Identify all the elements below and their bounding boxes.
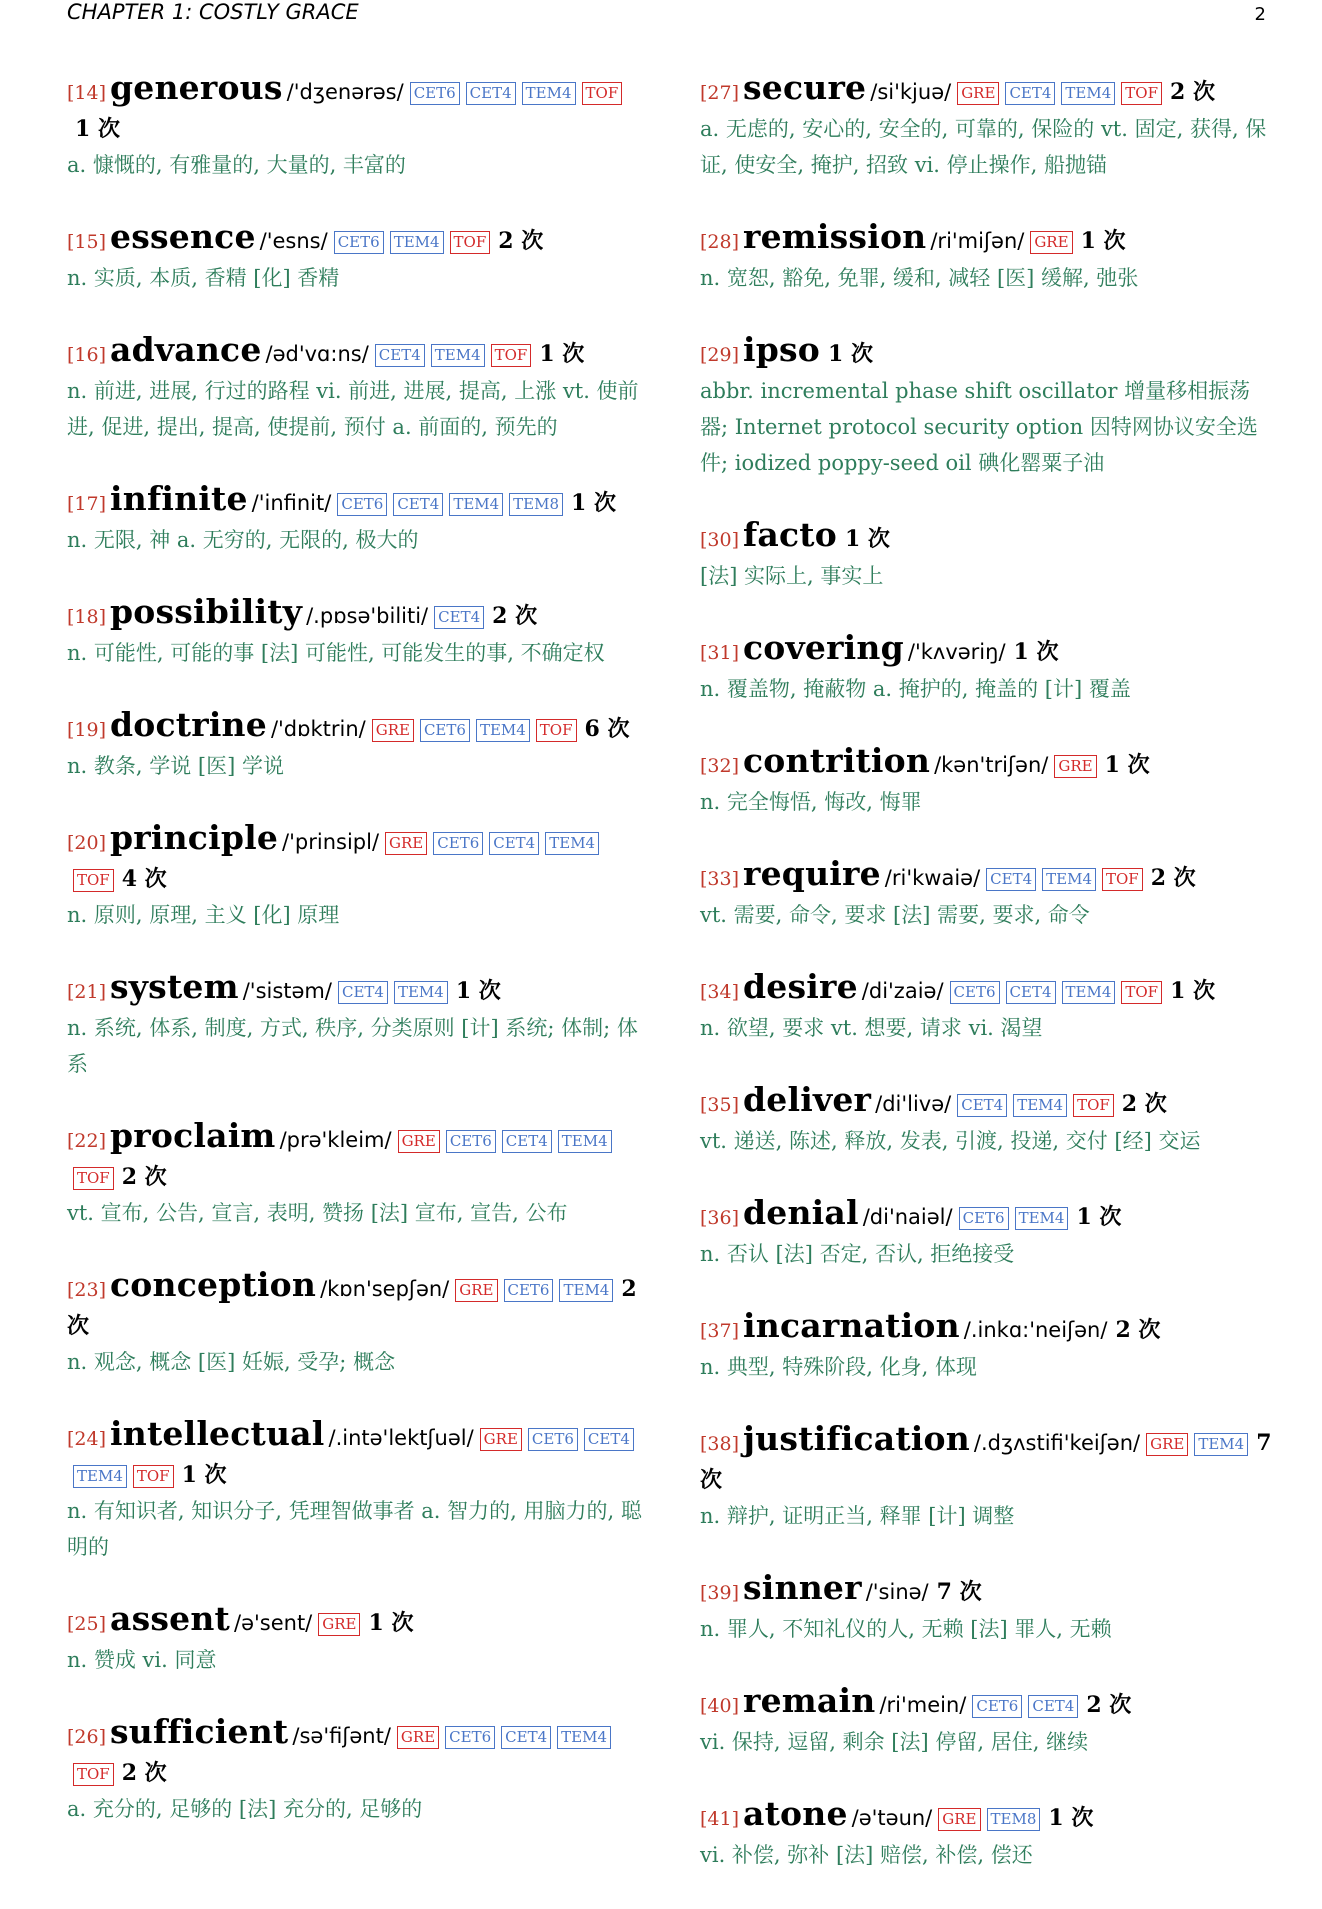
- exam-tag: TOF: [1121, 82, 1162, 105]
- exam-tag: CET4: [375, 344, 425, 367]
- definition: n. 覆盖物, 掩蔽物 a. 掩护的, 掩盖的 [计] 覆盖: [700, 677, 1131, 701]
- headword: covering: [743, 628, 904, 667]
- entry-number: [41]: [700, 1808, 740, 1830]
- vocab-entry: [67, 594, 642, 671]
- exam-tag: CET6: [972, 1695, 1022, 1718]
- right-column: [700, 70, 1275, 1909]
- entry-number: [14]: [67, 82, 107, 104]
- headword: system: [110, 967, 239, 1006]
- occurrence-count: 2 次: [492, 603, 538, 629]
- vocab-entry: [700, 630, 1275, 707]
- headword: principle: [110, 818, 279, 857]
- vocab-entry: [67, 820, 642, 933]
- exam-tag: CET6: [528, 1428, 578, 1451]
- vocab-entry: [67, 707, 642, 784]
- entry-number: [19]: [67, 719, 107, 741]
- entry-headline: [67, 219, 642, 260]
- chapter-title: CHAPTER 1: COSTLY GRACE: [67, 0, 359, 24]
- headword: incarnation: [743, 1306, 960, 1345]
- entry-headline: [700, 219, 1275, 260]
- entry-headline: [700, 1195, 1275, 1236]
- phonetic: /əd'vɑ:ns/: [265, 342, 369, 366]
- entry-headline: [67, 1714, 642, 1791]
- phonetic: /.inkɑ:'neiʃən/: [963, 1318, 1108, 1342]
- entry-number: [26]: [67, 1726, 107, 1748]
- entry-headline: [700, 1082, 1275, 1123]
- entry-number: [25]: [67, 1613, 107, 1635]
- headword: generous: [110, 68, 283, 107]
- left-column: [67, 70, 642, 1863]
- phonetic: /'sistəm/: [242, 979, 332, 1003]
- phonetic: /prə'kleim/: [279, 1128, 392, 1152]
- occurrence-count: 1 次: [539, 341, 585, 367]
- vocab-entry: [700, 969, 1275, 1046]
- phonetic: /'esns/: [259, 229, 328, 253]
- definition: n. 教条, 学说 [医] 学说: [67, 754, 284, 778]
- occurrence-count: 1 次: [75, 116, 120, 142]
- vocab-entry: [67, 1416, 642, 1565]
- occurrence-count: 1 次: [571, 490, 616, 516]
- exam-tag: TEM4: [522, 82, 576, 105]
- entry-number: [24]: [67, 1428, 107, 1450]
- exam-tag: TOF: [491, 344, 532, 367]
- headword: doctrine: [110, 705, 267, 744]
- headword: denial: [743, 1193, 859, 1232]
- vocab-entry: [700, 1796, 1275, 1873]
- exam-tag: GRE: [398, 1130, 440, 1153]
- exam-tag: CET4: [501, 1726, 551, 1749]
- entry-headline: [700, 332, 1275, 373]
- exam-tag: TOF: [133, 1465, 174, 1488]
- exam-tag: CET4: [1005, 82, 1055, 105]
- exam-tag: TEM4: [558, 1130, 612, 1153]
- definition: vt. 宣布, 公告, 宣言, 表明, 赞扬 [法] 宣布, 宣告, 公布: [67, 1201, 568, 1225]
- entry-headline: [67, 594, 642, 635]
- exam-tag: CET6: [420, 719, 470, 742]
- phonetic: /.pɒsə'biliti/: [306, 604, 429, 628]
- exam-tag: GRE: [455, 1279, 497, 1302]
- occurrence-count: 2 次: [498, 228, 544, 254]
- exam-tag: CET6: [504, 1279, 554, 1302]
- exam-tag: TEM4: [73, 1465, 127, 1488]
- occurrence-count: 7 次: [700, 1430, 1272, 1493]
- entry-headline: [700, 743, 1275, 784]
- exam-tag: GRE: [372, 719, 414, 742]
- exam-tag: GRE: [1146, 1433, 1188, 1456]
- entry-number: [34]: [700, 981, 740, 1003]
- definition: n. 否认 [法] 否定, 否认, 拒绝接受: [700, 1242, 1015, 1266]
- vocab-entry: [700, 70, 1275, 183]
- vocab-entry: [67, 481, 642, 558]
- entry-headline: [67, 1601, 642, 1642]
- vocab-entry: [67, 332, 642, 445]
- exam-tag: TEM4: [390, 231, 444, 254]
- exam-tag: GRE: [397, 1726, 439, 1749]
- occurrence-count: 7 次: [936, 1579, 982, 1605]
- headword: sinner: [743, 1568, 862, 1607]
- definition: n. 欲望, 要求 vt. 想要, 请求 vi. 渴望: [700, 1016, 1043, 1040]
- exam-tag: TEM8: [987, 1808, 1041, 1831]
- entry-number: [32]: [700, 755, 740, 777]
- occurrence-count: 2 次: [1115, 1317, 1161, 1343]
- occurrence-count: 2 次: [1121, 1091, 1167, 1117]
- headword: intellectual: [110, 1414, 325, 1453]
- occurrence-count: 2 次: [121, 1164, 167, 1190]
- entry-headline: [67, 1416, 642, 1493]
- headword: secure: [743, 68, 867, 107]
- definition: n. 可能性, 可能的事 [法] 可能性, 可能发生的事, 不确定权: [67, 641, 605, 665]
- vocab-entry: [700, 1308, 1275, 1385]
- definition: n. 前进, 进展, 行过的路程 vi. 前进, 进展, 提高, 上涨 vt. 使前进, 促进, 提出, 提高, 使提前, 预付 a. 前面的, 预先的: [67, 379, 639, 439]
- headword: remission: [743, 217, 927, 256]
- exam-tag: TOF: [1102, 868, 1143, 891]
- entry-number: [17]: [67, 493, 107, 515]
- entry-number: [29]: [700, 344, 740, 366]
- vocab-entry: [700, 1683, 1275, 1760]
- occurrence-count: 2 次: [67, 1276, 637, 1339]
- definition: n. 系统, 体系, 制度, 方式, 秩序, 分类原则 [计] 系统; 体制; 体系: [67, 1016, 638, 1076]
- phonetic: /di'livə/: [875, 1092, 952, 1116]
- exam-tag: GRE: [385, 832, 427, 855]
- exam-tag: TEM4: [449, 493, 503, 516]
- occurrence-count: 4 次: [121, 866, 167, 892]
- vocab-entry: [700, 332, 1275, 481]
- vocab-entry: [67, 1601, 642, 1678]
- entry-headline: [67, 481, 642, 522]
- occurrence-count: 1 次: [1104, 752, 1150, 778]
- entry-headline: [67, 1118, 642, 1195]
- headword: conception: [110, 1265, 317, 1304]
- exam-tag: CET4: [986, 868, 1036, 891]
- vocab-entry: [700, 1082, 1275, 1159]
- exam-tag: TEM4: [476, 719, 530, 742]
- exam-tag: TOF: [73, 1763, 114, 1786]
- headword: infinite: [110, 479, 248, 518]
- entry-number: [21]: [67, 981, 107, 1003]
- occurrence-count: 2 次: [1150, 865, 1196, 891]
- entry-number: [33]: [700, 868, 740, 890]
- definition: vt. 需要, 命令, 要求 [法] 需要, 要求, 命令: [700, 903, 1090, 927]
- exam-tag: CET4: [434, 606, 484, 629]
- exam-tag: CET6: [446, 1130, 496, 1153]
- definition: n. 无限, 神 a. 无穷的, 无限的, 极大的: [67, 528, 419, 552]
- exam-tag: TEM4: [1013, 1094, 1067, 1117]
- exam-tag: TOF: [73, 1167, 114, 1190]
- occurrence-count: 1 次: [1048, 1805, 1094, 1831]
- exam-tag: TOF: [536, 719, 577, 742]
- headword: contrition: [743, 741, 931, 780]
- vocab-entry: [700, 1421, 1275, 1534]
- entry-headline: [67, 707, 642, 748]
- phonetic: /ə'təun/: [851, 1806, 933, 1830]
- exam-tag: TEM4: [431, 344, 485, 367]
- occurrence-count: 2 次: [1170, 79, 1215, 105]
- entry-number: [15]: [67, 231, 107, 253]
- exam-tag: GRE: [480, 1428, 522, 1451]
- definition: n. 罪人, 不知礼仪的人, 无赖 [法] 罪人, 无赖: [700, 1617, 1112, 1641]
- exam-tag: TOF: [1121, 981, 1162, 1004]
- entry-headline: [67, 969, 642, 1010]
- exam-tag: GRE: [1054, 755, 1096, 778]
- entry-number: [23]: [67, 1279, 107, 1301]
- phonetic: /'sinə/: [865, 1580, 929, 1604]
- occurrence-count: 1 次: [1013, 639, 1059, 665]
- exam-tag: TEM4: [394, 981, 448, 1004]
- definition: n. 有知识者, 知识分子, 凭理智做事者 a. 智力的, 用脑力的, 聪明的: [67, 1499, 642, 1559]
- occurrence-count: 1 次: [368, 1610, 414, 1636]
- phonetic: /.dʒʌstifi'keiʃən/: [973, 1431, 1141, 1455]
- entry-number: [22]: [67, 1130, 107, 1152]
- entry-headline: [700, 1683, 1275, 1724]
- phonetic: /.intə'lektʃuəl/: [328, 1426, 474, 1450]
- exam-tag: CET6: [445, 1726, 495, 1749]
- exam-tag: TEM4: [545, 832, 599, 855]
- exam-tag: CET4: [957, 1094, 1007, 1117]
- headword: ipso: [743, 330, 821, 369]
- page-header: [67, 0, 1266, 28]
- entry-headline: [700, 70, 1275, 111]
- vocab-entry: [67, 1714, 642, 1827]
- vocab-entry: [67, 969, 642, 1082]
- vocab-entry: [700, 856, 1275, 933]
- exam-tag: CET4: [1028, 1695, 1078, 1718]
- exam-tag: TOF: [450, 231, 491, 254]
- entry-number: [16]: [67, 344, 107, 366]
- entry-headline: [700, 1570, 1275, 1611]
- occurrence-count: 6 次: [584, 716, 630, 742]
- exam-tag: CET4: [502, 1130, 552, 1153]
- definition: a. 无虑的, 安心的, 安全的, 可靠的, 保险的 vt. 固定, 获得, 保证, 使安全, 掩护, 招致 vi. 停止操作, 船抛锚: [700, 117, 1267, 177]
- headword: deliver: [743, 1080, 872, 1119]
- entry-headline: [700, 1796, 1275, 1837]
- exam-tag: TEM4: [1194, 1433, 1248, 1456]
- exam-tag: TEM8: [509, 493, 563, 516]
- entry-number: [39]: [700, 1582, 740, 1604]
- entry-number: [28]: [700, 231, 740, 253]
- vocab-entry: [700, 219, 1275, 296]
- exam-tag: CET6: [334, 231, 384, 254]
- entry-headline: [700, 969, 1275, 1010]
- occurrence-count: 2 次: [121, 1760, 167, 1786]
- entry-headline: [67, 1267, 642, 1344]
- phonetic: /ə'sent/: [234, 1611, 313, 1635]
- exam-tag: CET6: [410, 82, 460, 105]
- exam-tag: TOF: [1073, 1094, 1114, 1117]
- phonetic: /'dɒktrin/: [270, 717, 366, 741]
- vocab-entry: [67, 1118, 642, 1231]
- headword: facto: [743, 515, 837, 554]
- occurrence-count: 1 次: [1170, 978, 1216, 1004]
- headword: atone: [743, 1794, 848, 1833]
- occurrence-count: 1 次: [844, 526, 890, 552]
- exam-tag: CET4: [489, 832, 539, 855]
- entry-number: [30]: [700, 529, 740, 551]
- entry-number: [40]: [700, 1695, 740, 1717]
- entry-headline: [67, 820, 642, 897]
- entry-number: [38]: [700, 1433, 740, 1455]
- entry-headline: [700, 856, 1275, 897]
- entry-headline: [700, 1308, 1275, 1349]
- headword: remain: [743, 1681, 876, 1720]
- occurrence-count: 1 次: [1076, 1204, 1122, 1230]
- exam-tag: TEM4: [559, 1279, 613, 1302]
- entry-number: [35]: [700, 1094, 740, 1116]
- definition: vt. 递送, 陈述, 释放, 发表, 引渡, 投递, 交付 [经] 交运: [700, 1129, 1201, 1153]
- exam-tag: TEM4: [1062, 981, 1116, 1004]
- phonetic: /ri'miʃən/: [930, 229, 1025, 253]
- phonetic: /'prinsipl/: [282, 830, 380, 854]
- exam-tag: CET4: [1006, 981, 1056, 1004]
- occurrence-count: 1 次: [181, 1462, 227, 1488]
- headword: possibility: [110, 592, 303, 631]
- exam-tag: CET6: [959, 1207, 1009, 1230]
- entry-number: [27]: [700, 82, 740, 104]
- headword: justification: [743, 1419, 970, 1458]
- definition: [法] 实际上, 事实上: [700, 564, 884, 588]
- phonetic: /di'naiəl/: [862, 1205, 953, 1229]
- definition: abbr. incremental phase shift oscillator 增量移相振荡器; Internet protocol security option 因特网协议安全选件; iodized poppy-seed oil 碘化罂粟子油: [700, 379, 1258, 475]
- entry-number: [31]: [700, 642, 740, 664]
- occurrence-count: 1 次: [455, 978, 501, 1004]
- definition: vi. 补偿, 弥补 [法] 赔偿, 补偿, 偿还: [700, 1843, 1033, 1867]
- entry-headline: [700, 517, 1275, 558]
- exam-tag: CET4: [466, 82, 516, 105]
- definition: n. 观念, 概念 [医] 妊娠, 受孕; 概念: [67, 1350, 396, 1374]
- definition: a. 慷慨的, 有雅量的, 大量的, 丰富的: [67, 153, 406, 177]
- exam-tag: TEM4: [557, 1726, 611, 1749]
- definition: vi. 保持, 逗留, 剩余 [法] 停留, 居住, 继续: [700, 1730, 1089, 1754]
- phonetic: /ri'kwaiə/: [884, 866, 981, 890]
- exam-tag: TEM4: [1061, 82, 1115, 105]
- occurrence-count: 1 次: [828, 341, 873, 367]
- vocab-entry: [700, 1570, 1275, 1647]
- phonetic: /kən'triʃən/: [934, 753, 1049, 777]
- definition: n. 原则, 原理, 主义 [化] 原理: [67, 903, 340, 927]
- entry-number: [37]: [700, 1320, 740, 1342]
- headword: proclaim: [110, 1116, 276, 1155]
- entry-headline: [67, 332, 642, 373]
- exam-tag: CET4: [338, 981, 388, 1004]
- exam-tag: GRE: [1030, 231, 1072, 254]
- phonetic: /'infinit/: [251, 491, 332, 515]
- phonetic: /'dʒenərəs/: [286, 80, 404, 104]
- exam-tag: CET4: [584, 1428, 634, 1451]
- vocab-entry: [67, 70, 642, 183]
- exam-tag: GRE: [957, 82, 999, 105]
- entry-number: [20]: [67, 832, 107, 854]
- occurrence-count: 2 次: [1086, 1692, 1132, 1718]
- definition: n. 赞成 vi. 同意: [67, 1648, 217, 1672]
- headword: require: [743, 854, 881, 893]
- phonetic: /sə'fiʃənt/: [292, 1724, 391, 1748]
- exam-tag: TOF: [73, 869, 114, 892]
- exam-tag: TEM4: [1015, 1207, 1069, 1230]
- phonetic: /di'zaiə/: [861, 979, 944, 1003]
- vocab-entry: [700, 517, 1275, 594]
- headword: desire: [743, 967, 858, 1006]
- headword: essence: [110, 217, 256, 256]
- vocab-entry: [700, 743, 1275, 820]
- headword: advance: [110, 330, 262, 369]
- exam-tag: CET6: [337, 493, 387, 516]
- page-number: 2: [1254, 4, 1266, 25]
- entry-headline: [700, 1421, 1275, 1498]
- exam-tag: TOF: [582, 82, 623, 105]
- exam-tag: TEM4: [1042, 868, 1096, 891]
- definition: n. 宽恕, 豁免, 免罪, 缓和, 减轻 [医] 缓解, 弛张: [700, 266, 1139, 290]
- exam-tag: CET6: [950, 981, 1000, 1004]
- phonetic: /kɒn'sepʃən/: [320, 1277, 450, 1301]
- phonetic: /si'kjuə/: [870, 80, 952, 104]
- exam-tag: CET4: [393, 493, 443, 516]
- definition: n. 完全悔悟, 悔改, 悔罪: [700, 790, 922, 814]
- phonetic: /ri'mein/: [879, 1693, 967, 1717]
- vocab-entry: [700, 1195, 1275, 1272]
- occurrence-count: 1 次: [1080, 228, 1126, 254]
- vocab-entry: [67, 219, 642, 296]
- entry-headline: [700, 630, 1275, 671]
- definition: n. 典型, 特殊阶段, 化身, 体现: [700, 1355, 977, 1379]
- exam-tag: GRE: [318, 1613, 360, 1636]
- exam-tag: GRE: [938, 1808, 980, 1831]
- entry-number: [18]: [67, 606, 107, 628]
- definition: a. 充分的, 足够的 [法] 充分的, 足够的: [67, 1797, 423, 1821]
- entry-headline: [67, 70, 642, 147]
- entry-number: [36]: [700, 1207, 740, 1229]
- exam-tag: CET6: [433, 832, 483, 855]
- definition: n. 辩护, 证明正当, 释罪 [计] 调整: [700, 1504, 1015, 1528]
- definition: n. 实质, 本质, 香精 [化] 香精: [67, 266, 340, 290]
- phonetic: /'kʌvəriŋ/: [907, 640, 1006, 664]
- headword: assent: [110, 1599, 230, 1638]
- vocab-entry: [67, 1267, 642, 1380]
- headword: sufficient: [110, 1712, 289, 1751]
